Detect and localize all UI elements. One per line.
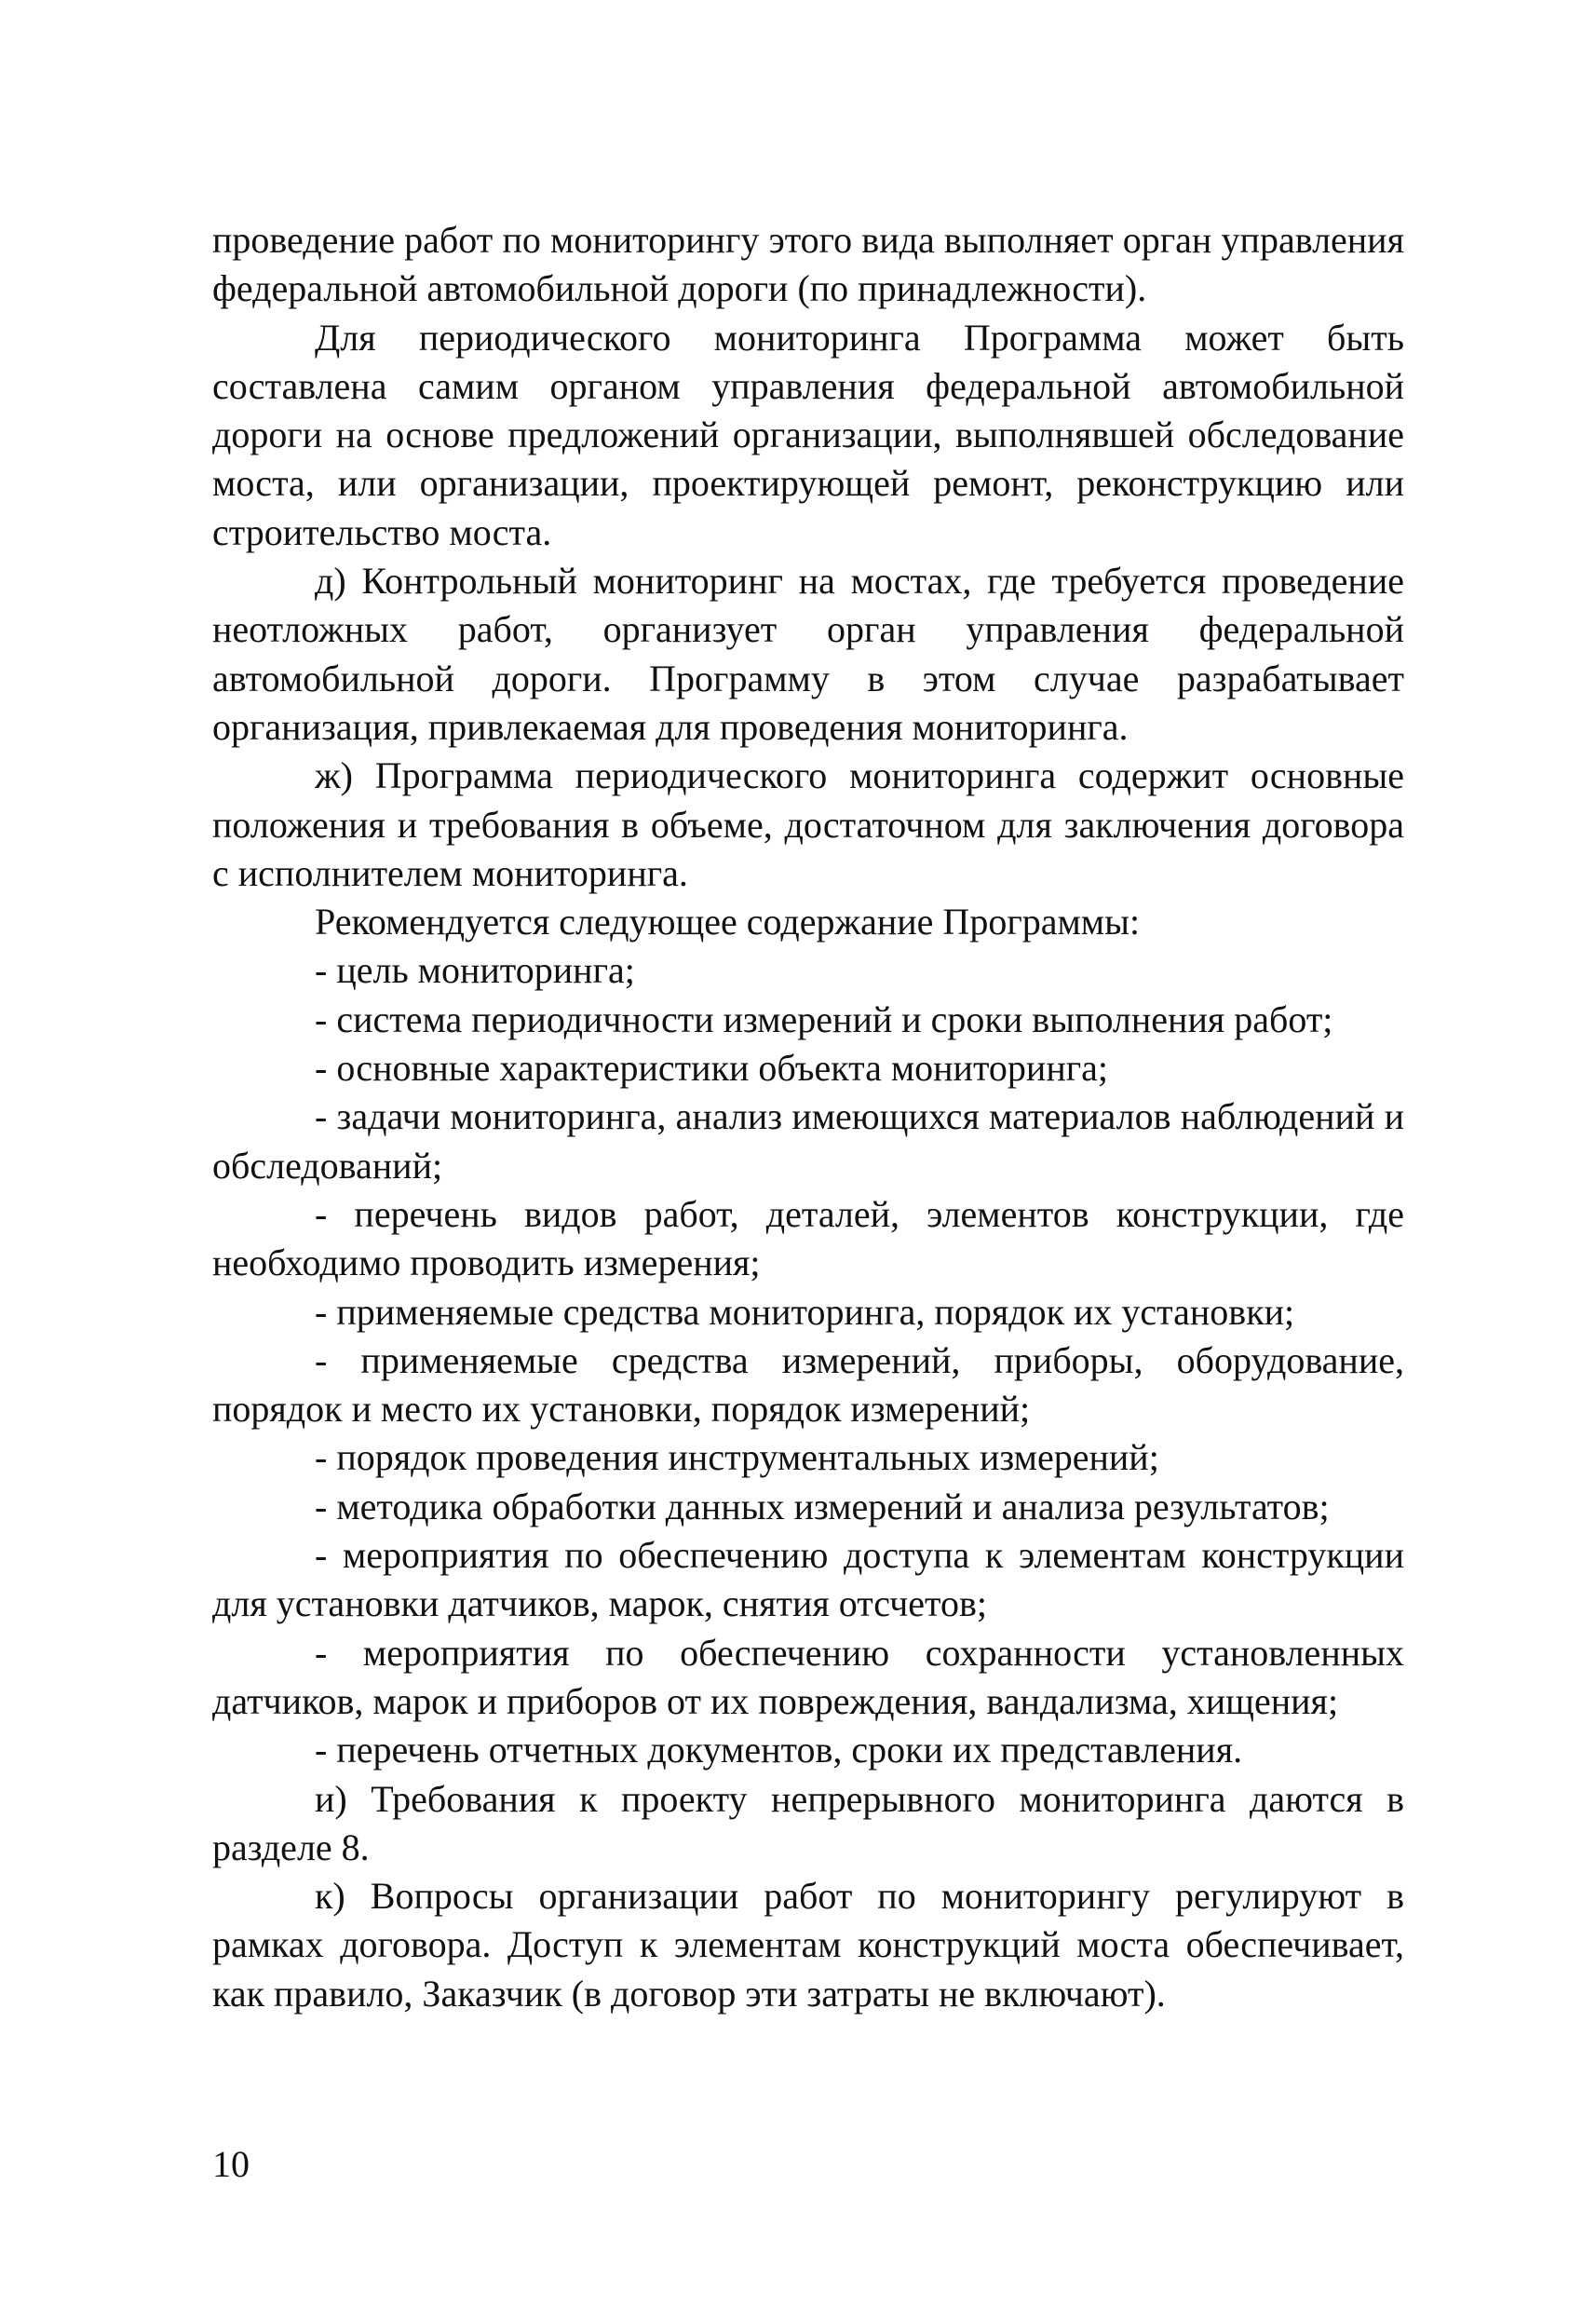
paragraph: д) Контрольный мониторинг на мостах, где требуется проведение неотложных работ, организует орган управления федеральной автомобильной дороги. Программу в этом случае разрабатывает организация, привлекаемая для проведения мониторинга. (212, 560, 1404, 748)
paragraph: Рекомендуется следующее содержание Программы: (315, 901, 1141, 943)
list-item: - цель мониторинга; (315, 949, 635, 992)
paragraph: Для периодического мониторинга Программа может быть составлена самим органом управления федеральной автомобильной дороги на основе предложений организации, выполнявшей обследование моста, или организации, проектирующей ремонт, реконструкцию или строительство моста. (212, 316, 1404, 553)
paragraph: к) Вопросы организации работ по мониторингу регулируют в рамках договора. Доступ к элементам конструкций моста обеспечивает, как правило, Заказчик (в договор эти затраты не включают). (212, 1875, 1404, 2015)
body-text (212, 216, 1404, 2018)
list-item: - применяемые средства мониторинга, порядок их установки; (315, 1290, 1295, 1333)
list-item: - методика обработки данных измерений и анализа результатов; (315, 1485, 1330, 1527)
list-item: - мероприятия по обеспечению сохранности установленных датчиков, марок и приборов от их повреждения, вандализма, хищения; (212, 1631, 1404, 1722)
list-item: - применяемые средства измерений, приборы, оборудование, порядок и место их установки, порядок измерений; (212, 1338, 1404, 1431)
paragraph: проведение работ по мониторингу этого вида выполняет орган управления федеральной автомобильной дороги (по принадлежности). (212, 219, 1404, 310)
list-item: - перечень отчетных документов, сроки их представления. (315, 1729, 1243, 1771)
page-number: 10 (212, 2143, 250, 2185)
list-item: - система периодичности измерений и сроки выполнения работ; (315, 997, 1333, 1040)
list-item: - перечень видов работ, деталей, элементов конструкции, где необходимо проводить измерения; (212, 1192, 1404, 1284)
list-item: - мероприятия по обеспечению доступа к элементам конструкции для установки датчиков, марок, снятия отсчетов; (212, 1534, 1404, 1625)
paragraph: ж) Программа периодического мониторинга содержит основные положения и требования в объеме, достаточном для заключения договора с исполнителем мониторинга. (212, 754, 1404, 894)
list-item: - задачи мониторинга, анализ имеющихся материалов наблюдений и обследований; (212, 1095, 1404, 1187)
list-item: - основные характеристики объекта мониторинга; (315, 1047, 1108, 1090)
paragraph: и) Требования к проекту непрерывного мониторинга даются в разделе 8. (212, 1777, 1404, 1868)
list-item: - порядок проведения инструментальных измерений; (315, 1436, 1159, 1479)
